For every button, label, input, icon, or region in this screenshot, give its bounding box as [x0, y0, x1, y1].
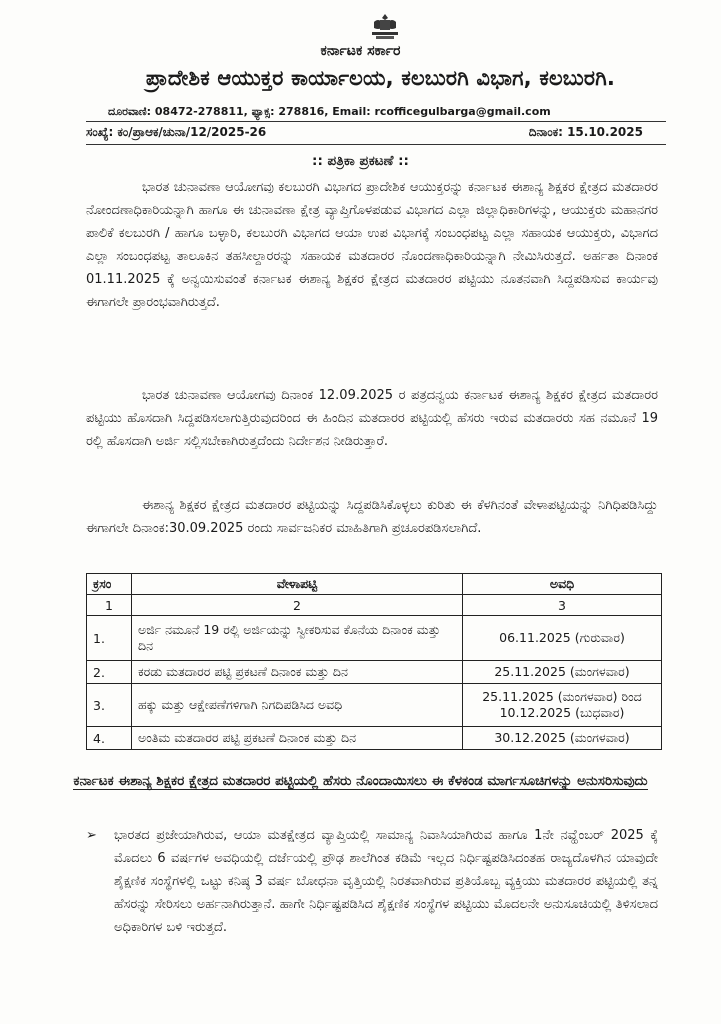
paragraph-2: ಭಾರತ ಚುನಾವಣಾ ಆಯೋಗವು ದಿನಾಂಕ 12.09.2025 ರ ಪತ್ರದನ್ವಯ ಕರ್ನಾಟಕ ಈಶಾನ್ಯ ಶಿಕ್ಷಕರ ಕ್ಷೇತ್ರದ ಮತದಾರರ ಪಟ್ಟಿಯು ಹೊಸದಾಗಿ ಸಿದ್ದಪಡಿಸಲಾಗುತ್ತಿರುವುದರಿಂದ ಈ ಹಿಂದಿನ ಮತದಾರರ ಪಟ್ಟಿಯಲ್ಲಿ ಹೆಸರು ಇರುವ ಮತದಾರರು ಸಹ ನಮೂನೆ 19 ರಲ್ಲಿ ಹೊಸದಾಗಿ ಅರ್ಜಿ ಸಲ್ಲಿಸಬೇಕಾಗಿರುತ್ತದೆಂದು ನಿರ್ದೇಶನ ನೀಡಿರುತ್ತಾರೆ. [86, 388, 658, 449]
table-numbering-row [87, 595, 662, 616]
table-header-row [87, 574, 662, 595]
table-row [87, 684, 662, 727]
row-item: ಅಂತಿಮ ಮತದಾರರ ಪಟ್ಟಿ ಪ್ರಕಟಣೆ ದಿನಾಂಕ ಮತ್ತು ದಿನ [132, 727, 463, 750]
arrow-bullet-icon: ➢ [86, 828, 97, 843]
contact-line: ದೂರವಾಣಿ: 08472-278811, ಫ್ಯಾಕ್ಸ: 278816, Email: rcofficegulbarga@gmail.com [108, 105, 551, 118]
header-serial: ಕ್ರಸಂ [87, 574, 132, 595]
paragraph-1: ಭಾರತ ಚುನಾವಣಾ ಆಯೋಗವು ಕಲಬುರಗಿ ವಿಭಾಗದ ಪ್ರಾದೇಶಿಕ ಆಯುಕ್ತರನ್ನು ಕರ್ನಾಟಕ ಈಶಾನ್ಯ ಶಿಕ್ಷಕರ ಕ್ಷೇತ್ರದ ಮತದಾರರ ನೋಂದಣಾಧಿಕಾರಿಯನ್ನಾಗಿ ಹಾಗೂ ಈ ಚುನಾವಣಾ ಕ್ಷೇತ್ರ ವ್ಯಾಪ್ತಿಗೊಳಪಡುವ ವಿಭಾಗದ ಎಲ್ಲಾ ಜಿಲ್ಲಾಧಿಕಾರಿಗಳನ್ನು, ಆಯುಕ್ತರು ಮಹಾನಗರ ಪಾಲಿಕೆ ಕಲಬುರಗಿ / ಹಾಗೂ ಬಳ್ಳಾರಿ, ಕಲಬುರಗಿ ವಿಭಾಗದ ಆಯಾ ಉಪ ವಿಭಾಗಕ್ಕೆ ಸಂಬಂಧಪಟ್ಟ ಎಲ್ಲಾ ಸಹಾಯಕ ಆಯುಕ್ತರು, ವಿಭಾಗದ ಎಲ್ಲಾ ಸಂಬಂಧಪಟ್ಟ ತಾಲೂಕಿನ ತಹಸೀಲ್ದಾರರನ್ನು ಸಹಾಯಕ ಮತದಾರರ ನೊಂದಣಾಧಿಕಾರಿಯನ್ನಾಗಿ ನೇಮಿಸಿರುತ್ತದೆ. ಅರ್ಹತಾ ದಿನಾಂಕ 01.11.2025 ಕ್ಕೆ ಅನ್ವಯಿಸುವಂತೆ ಕರ್ನಾಟಕ ಈಶಾನ್ಯ ಶಿಕ್ಷಕರ ಕ್ಷೇತ್ರದ ಮತದಾರರ ಪಟ್ಟಿಯು ನೂತನವಾಗಿ ಸಿದ್ದಪಡಿಸುವ ಕಾರ್ಯವು ಈಗಾಗಲೇ ಪ್ರಾರಂಭವಾಗಿರುತ್ತದೆ. [86, 180, 658, 310]
divider [86, 144, 666, 145]
row-serial: 2. [87, 661, 132, 684]
row-period: 25.11.2025 (ಮಂಗಳವಾರ) [463, 661, 662, 684]
row-period: 06.11.2025 (ಗುರುವಾರ) [463, 616, 662, 661]
column-number: 2 [132, 595, 463, 616]
row-item: ಅರ್ಜಿ ನಮೂನೆ 19 ರಲ್ಲಿ ಅರ್ಜಿಯನ್ನು ಸ್ವೀಕರಿಸುವ ಕೊನೆಯ ದಿನಾಂಕ ಮತ್ತು ದಿನ [132, 616, 463, 661]
header-schedule: ವೇಳಾಪಟ್ಟಿ [132, 574, 463, 595]
guidelines-heading-text: ಕರ್ನಾಟಕ ಈಶಾನ್ಯ ಶಿಕ್ಷಕರ ಕ್ಷೇತ್ರದ ಮತದಾರರ ಪಟ್ಟಿಯಲ್ಲಿ ಹೆಸರು ನೊಂದಾಯಿಸಲು ಈ ಕೆಳಕಂಡ ಮಾರ್ಗಸೂಚಿಗಳನ್ನು ಅನುಸರಿಸುವುದು [73, 773, 648, 789]
row-serial: 4. [87, 727, 132, 750]
row-period: 25.11.2025 (ಮಂಗಳವಾರ) ರಿಂದ 10.12.2025 (ಬುಧವಾರ) [463, 684, 662, 727]
row-serial: 3. [87, 684, 132, 727]
table-row [87, 661, 662, 684]
divider [86, 121, 666, 122]
guidelines-heading [70, 769, 651, 793]
guideline-item [86, 824, 658, 939]
paragraph-3: ಈಶಾನ್ಯ ಶಿಕ್ಷಕರ ಕ್ಷೇತ್ರದ ಮತದಾರರ ಪಟ್ಟಿಯನ್ನು ಸಿದ್ದಪಡಿಸಿಕೊಳ್ಳಲು ಕುರಿತು ಈ ಕೆಳಗಿನಂತೆ ವೇಳಾಪಟ್ಟಿಯನ್ನು ನಿಗಿಧಿಪಡಿಸಿದ್ದು ಈಗಾಗಲೇ ದಿನಾಂಕ:30.09.2025 ರಂದು ಸಾರ್ವಜನಿಕರ ಮಾಹಿತಿಗಾಗಿ ಪ್ರಚೂರಪಡಿಸಲಾಗಿದೆ. [86, 498, 658, 536]
row-serial: 1. [87, 616, 132, 661]
header-period: ಅವಧಿ [463, 574, 662, 595]
government-name: ಕರ್ನಾಟಕ ಸರ್ಕಾರ [320, 43, 401, 59]
row-period: 30.12.2025 (ಮಂಗಳವಾರ) [463, 727, 662, 750]
column-number: 3 [463, 595, 662, 616]
row-item: ಕರಡು ಮತದಾರರ ಪಟ್ಟಿ ಪ್ರಕಟಣೆ ದಿನಾಂಕ ಮತ್ತು ದಿನ [132, 661, 463, 684]
schedule-table [86, 573, 662, 750]
table-row [87, 616, 662, 661]
table-row [87, 727, 662, 750]
state-emblem-icon [366, 12, 404, 42]
reference-number: ಸಂಖ್ಯೆ: ಕಂ/ಪ್ರಾಆಕ/ಚುನಾ/12/2025-26 [86, 125, 267, 139]
office-title: ಪ್ರಾದೇಶಿಕ ಆಯುಕ್ತರ ಕಾರ್ಯಾಲಯ, ಕಲಬುರಗಿ ವಿಭಾಗ, ಕಲಬುರಗಿ. [145, 66, 616, 90]
issue-date: ದಿನಾಂಕ: 15.10.2025 [528, 125, 643, 139]
column-number: 1 [87, 595, 132, 616]
guideline-text: ಭಾರತದ ಪ್ರಜೇಯಾಗಿರುವ, ಆಯಾ ಮತಕ್ಷೇತ್ರದ ವ್ಯಾಪ್ತಿಯಲ್ಲಿ ಸಾಮಾನ್ಯ ನಿವಾಸಿಯಾಗಿರುವ ಹಾಗೂ 1ನೇ ನವ್ಹೆಂಬರ್ 2025 ಕ್ಕೆ ಮೊದಲು 6 ವರ್ಷಗಳ ಅವಧಿಯಲ್ಲಿ ದರ್ಜೆಯಲ್ಲಿ ಪ್ರೌಢ ಶಾಲೆಗಿಂತ ಕಡಿಮೆ ಇಲ್ಲದ ನಿರ್ಧಿಷ್ಟಪಡಿಸಿದಂತಹ ರಾಜ್ಯದೊಳಗಿನ ಯಾವುದೇ ಶೈಕ್ಷಣಿಕ ಸಂಸ್ಥೆಗಳಲ್ಲಿ ಒಟ್ಟು ಕನಿಷ್ಠ 3 ವರ್ಷ ಬೋಧನಾ ವೃತ್ತಿಯಲ್ಲಿ ನಿರತವಾಗಿರುವ ಪ್ರತಿಯೊಬ್ಬ ವ್ಯಕ್ತಿಯು ಮತದಾರರ ಪಟ್ಟಿಯಲ್ಲಿ ತನ್ನ ಹೆಸರನ್ನು ಸೇರಿಸಲು ಅರ್ಹನಾಗಿರುತ್ತಾನೆ. ಹಾಗೇ ನಿರ್ಧಿಷ್ಟಪಡಿಸಿದ ಶೈಕ್ಷಣಿಕ ಸಂಸ್ಥೆಗಳ ಪಟ್ಟಿಯು ಮೊದಲನೇ ಅನುಸೂಚಿಯಲ್ಲಿ ತಿಳಿಸಲಾದ ಅಧಿಕಾರಿಗಳ ಬಳಿ ಇರುತ್ತದೆ. [114, 828, 658, 935]
press-release-heading: :: ಪತ್ರಿಕಾ ಪ್ರಕಟಣೆ :: [312, 153, 409, 169]
row-item: ಹಕ್ಕು ಮತ್ತು ಆಕ್ಷೇಪಣೆಗಳಿಗಾಗಿ ನಿಗದಿಪಡಿಸಿದ ಅವಧಿ [132, 684, 463, 727]
